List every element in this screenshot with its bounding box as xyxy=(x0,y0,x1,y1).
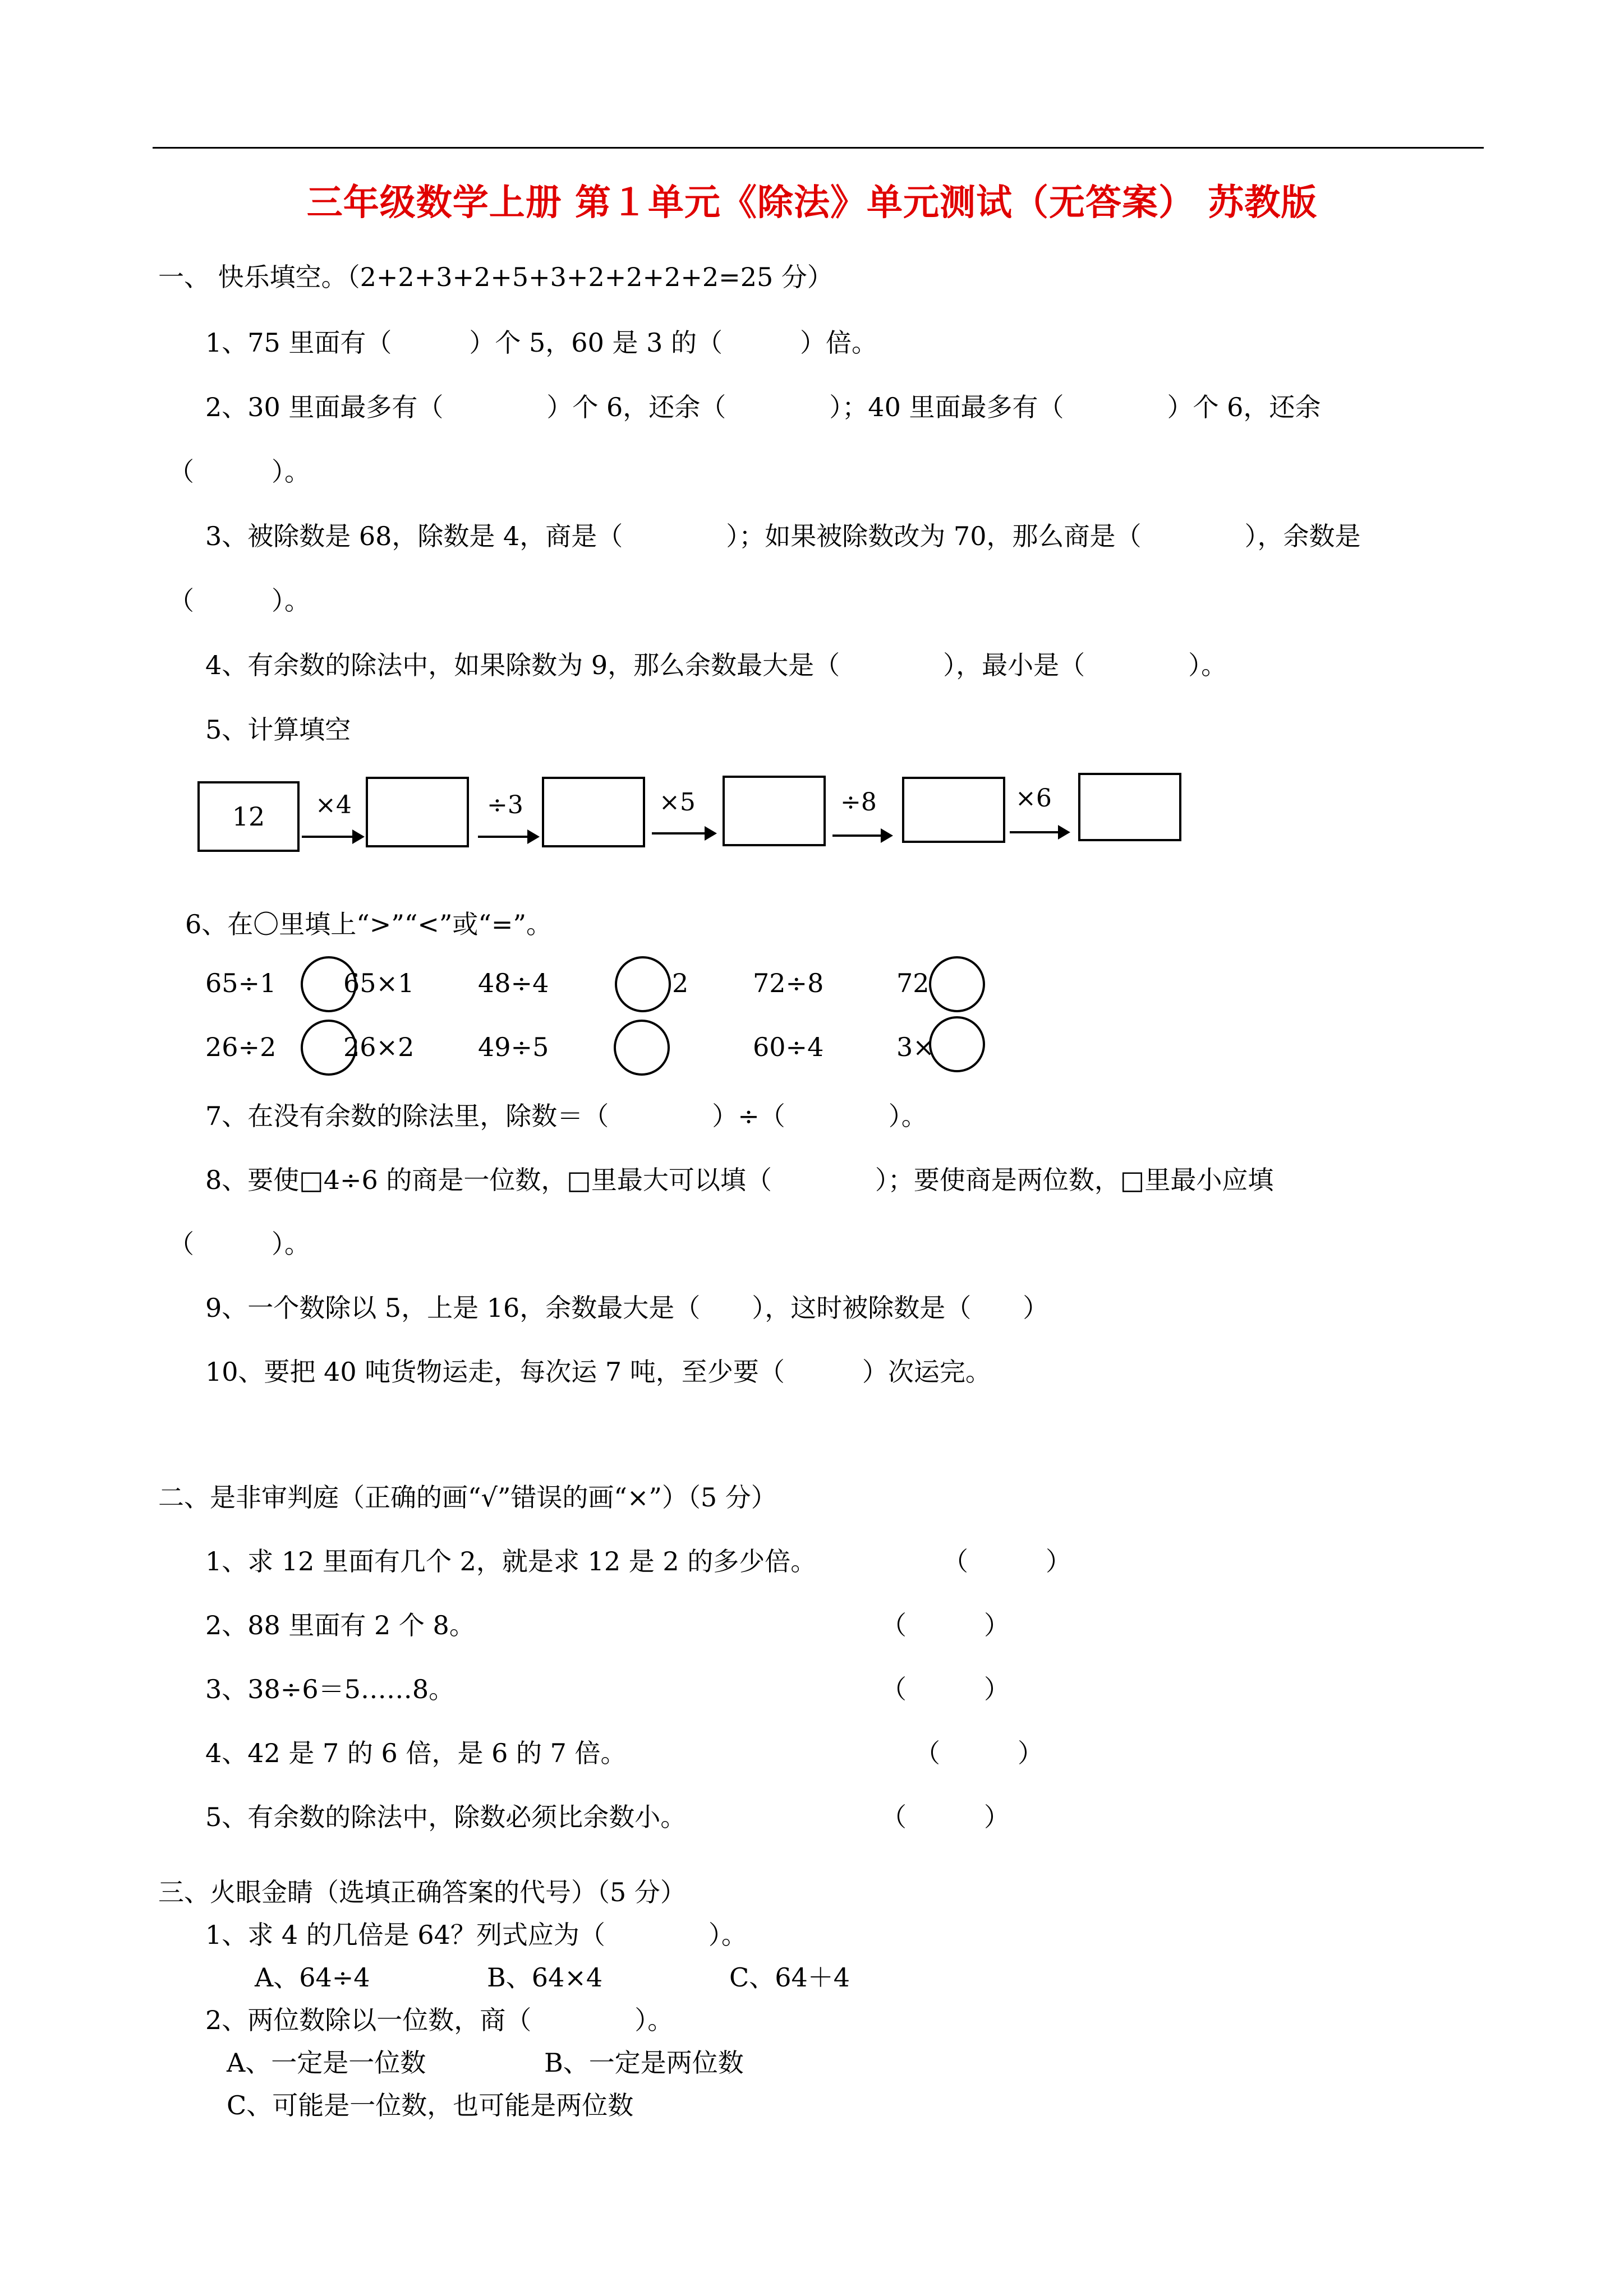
chain-arrow-5 xyxy=(1010,831,1068,833)
compare-circle-6[interactable] xyxy=(929,1016,985,1072)
chain-answer-box-4[interactable] xyxy=(902,777,1005,843)
compare-circle-5[interactable] xyxy=(614,1020,670,1076)
compare-6-left: 60÷4 xyxy=(753,1032,824,1062)
section2-heading: 二、是非审判庭（正确的画“√”错误的画“×”）（5 分） xyxy=(158,1482,777,1513)
choice-2-option-a[interactable]: A、一定是一位数 xyxy=(227,2048,426,2078)
judge-paren-4[interactable]: （ ） xyxy=(914,1738,1043,1768)
question-1-9: 9、一个数除以 5，上是 16，余数最大是（ ），这时被除数是（ ） xyxy=(205,1293,1049,1323)
question-1-10: 10、要把 40 吨货物运走，每次运 7 吨，至少要（ ）次运完。 xyxy=(205,1357,991,1387)
chain-op-1: ×4 xyxy=(315,791,352,819)
judge-paren-3[interactable]: （ ） xyxy=(881,1674,1010,1704)
choice-2-option-c[interactable]: C、可能是一位数，也可能是两位数 xyxy=(227,2090,634,2120)
judge-item-5: 5、有余数的除法中，除数必须比余数小。 xyxy=(205,1802,687,1832)
judge-paren-1[interactable]: （ ） xyxy=(942,1546,1071,1576)
compare-1-right: 65×1 xyxy=(343,968,415,998)
compare-2-left: 48÷4 xyxy=(478,968,549,998)
compare-4-left: 26÷2 xyxy=(205,1032,277,1062)
question-1-6: 6、在〇里填上“>”“<”或“=”。 xyxy=(185,909,552,939)
choice-1-option-c[interactable]: C、64＋4 xyxy=(729,1962,850,1993)
judge-item-3: 3、38÷6＝5……8。 xyxy=(205,1674,455,1704)
compare-5-left: 49÷5 xyxy=(478,1032,549,1062)
question-1-3: 3、被除数是 68，除数是 4，商是（ ）；如果被除数改为 70，那么商是（ ），余数是 xyxy=(205,521,1361,551)
chain-answer-box-2[interactable] xyxy=(542,777,645,847)
judge-item-4: 4、42 是 7 的 6 倍，是 6 的 7 倍。 xyxy=(205,1738,627,1768)
question-1-3-cont: （ ）。 xyxy=(168,585,310,616)
chain-arrow-1 xyxy=(302,836,362,838)
section3-heading: 三、火眼金睛（选填正确答案的代号）（5 分） xyxy=(158,1877,686,1907)
chain-op-5: ×6 xyxy=(1015,784,1052,813)
question-1-8-cont: （ ）。 xyxy=(168,1229,310,1259)
question-1-1: 1、75 里面有（ ）个 5，60 是 3 的（ ）倍。 xyxy=(205,328,877,358)
choice-question-2: 2、两位数除以一位数，商（ ）。 xyxy=(205,2005,674,2035)
question-1-4: 4、有余数的除法中，如果除数为 9，那么余数最大是（ ），最小是（ ）。 xyxy=(205,650,1227,680)
chain-arrow-2 xyxy=(478,836,537,838)
chain-start-box: 12 xyxy=(197,781,300,852)
judge-item-2: 2、88 里面有 2 个 8。 xyxy=(205,1610,475,1640)
chain-op-4: ÷8 xyxy=(840,788,877,817)
question-1-5: 5、计算填空 xyxy=(205,714,351,745)
chain-arrow-4 xyxy=(832,835,891,837)
judge-paren-5[interactable]: （ ） xyxy=(881,1802,1010,1832)
page-title: 三年级数学上册 第１单元《除法》单元测试（无答案） 苏教版 xyxy=(306,182,1318,224)
compare-circle-2[interactable] xyxy=(615,956,671,1012)
section1-heading: 一、 快乐填空。（2+2+3+2+5+3+2+2+2+2=25 分） xyxy=(158,262,833,292)
compare-3-left: 72÷8 xyxy=(753,968,824,998)
top-rule xyxy=(153,147,1484,149)
compare-3-right: 72 xyxy=(896,968,930,998)
compare-1-left: 65÷1 xyxy=(205,968,277,998)
question-1-8: 8、要使□4÷6 的商是一位数，□里最大可以填（ ）；要使商是两位数，□里最小应填 xyxy=(205,1165,1274,1195)
compare-2-right: 2 xyxy=(672,968,689,998)
chain-arrow-3 xyxy=(652,832,715,835)
choice-2-option-b[interactable]: B、一定是两位数 xyxy=(544,2048,744,2078)
question-1-7: 7、在没有余数的除法里，除数＝（ ）÷（ ）。 xyxy=(205,1101,927,1131)
chain-answer-box-3[interactable] xyxy=(723,776,826,846)
question-1-2: 2、30 里面最多有（ ）个 6，还余（ ）；40 里面最多有（ ）个 6，还余 xyxy=(205,392,1321,422)
judge-paren-2[interactable]: （ ） xyxy=(881,1610,1010,1640)
chain-answer-box-5[interactable] xyxy=(1078,773,1181,841)
compare-4-right: 26×2 xyxy=(343,1032,415,1062)
chain-op-3: ×5 xyxy=(659,788,696,817)
chain-op-2: ÷3 xyxy=(487,791,523,819)
choice-1-option-b[interactable]: B、64×4 xyxy=(487,1962,603,1993)
judge-item-1: 1、求 12 里面有几个 2，就是求 12 是 2 的多少倍。 xyxy=(205,1546,817,1576)
compare-6-right: 3× xyxy=(896,1032,935,1062)
question-1-2-cont: （ ）。 xyxy=(168,457,310,487)
compare-circle-3[interactable] xyxy=(929,956,985,1012)
choice-1-option-a[interactable]: A、64÷4 xyxy=(255,1962,370,1993)
chain-answer-box-1[interactable] xyxy=(366,777,469,847)
choice-question-1: 1、求 4 的几倍是 64？列式应为（ ）。 xyxy=(205,1920,747,1950)
